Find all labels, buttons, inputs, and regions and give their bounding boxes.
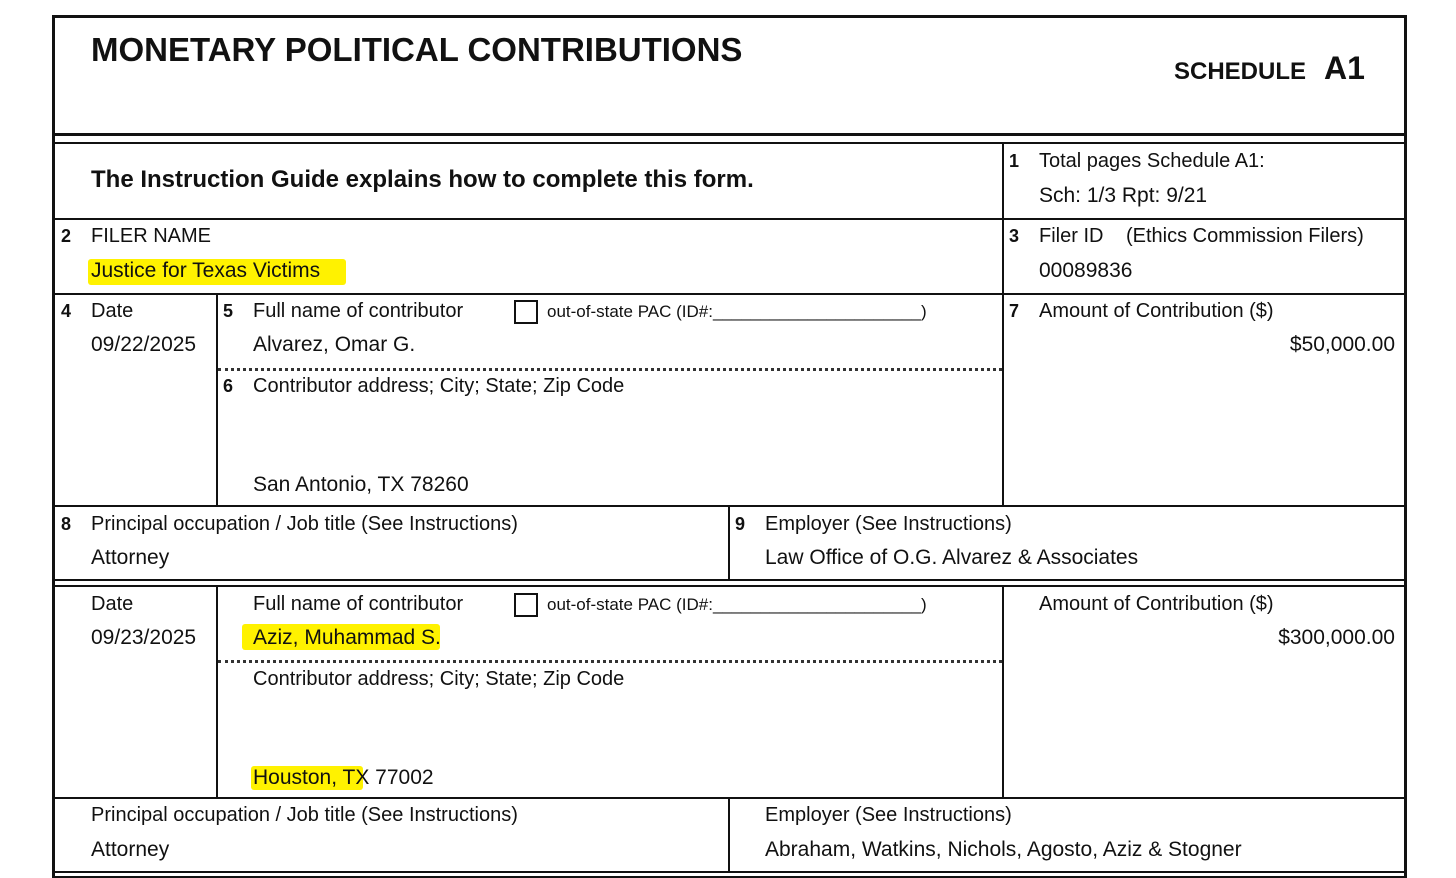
filer-id-label: Filer ID bbox=[1039, 225, 1104, 247]
filer-id-sublabel: (Ethics Commission Filers) bbox=[1126, 225, 1364, 247]
total-pages-label: Total pages Schedule A1: bbox=[1039, 150, 1265, 172]
contributor-name-value: Alvarez, Omar G. bbox=[253, 333, 416, 356]
address-label: Contributor address; City; State; Zip Code bbox=[253, 375, 625, 397]
occupation-label: Principal occupation / Job title (See Instructions) bbox=[91, 513, 518, 535]
field-number: 4 bbox=[61, 301, 72, 321]
field-number: 8 bbox=[61, 514, 72, 534]
field-number: 6 bbox=[223, 376, 234, 396]
field-number: 7 bbox=[1009, 301, 1020, 321]
amount-value: $50,000.00 bbox=[1289, 333, 1395, 356]
instruction-note: The Instruction Guide explains how to complete this form. bbox=[91, 166, 754, 193]
amount-value: $300,000.00 bbox=[1278, 626, 1395, 649]
employer-label: Employer (See Instructions) bbox=[765, 513, 1012, 535]
field-number: 3 bbox=[1009, 226, 1020, 246]
contributor-name-value: Aziz, Muhammad S. bbox=[253, 626, 441, 649]
field-number: 5 bbox=[223, 301, 234, 321]
field-number: 2 bbox=[61, 226, 72, 246]
form-title: MONETARY POLITICAL CONTRIBUTIONS bbox=[91, 31, 743, 68]
occupation-value: Attorney bbox=[91, 838, 170, 861]
date-label: Date bbox=[91, 300, 134, 322]
filer-name-value: Justice for Texas Victims bbox=[91, 259, 321, 282]
schedule-code: A1 bbox=[1324, 50, 1365, 86]
pac-id-label: out-of-state PAC (ID#:______________________) bbox=[547, 302, 927, 321]
address-value: Houston, TX 77002 bbox=[253, 766, 434, 789]
filer-id-value: 00089836 bbox=[1039, 259, 1133, 282]
occupation-value: Attorney bbox=[91, 546, 170, 569]
date-value: 09/23/2025 bbox=[91, 626, 197, 649]
out-of-state-pac-checkbox[interactable] bbox=[514, 300, 538, 324]
occupation-label: Principal occupation / Job title (See Instructions) bbox=[91, 804, 518, 826]
schedule-label: SCHEDULE bbox=[1174, 58, 1307, 85]
employer-value: Law Office of O.G. Alvarez & Associates bbox=[765, 546, 1139, 569]
date-value: 09/22/2025 bbox=[91, 333, 197, 356]
amount-label: Amount of Contribution ($) bbox=[1039, 300, 1274, 322]
field-number: 9 bbox=[735, 514, 746, 534]
address-label: Contributor address; City; State; Zip Code bbox=[253, 668, 625, 690]
address-value: San Antonio, TX 78260 bbox=[253, 473, 469, 496]
amount-label: Amount of Contribution ($) bbox=[1039, 593, 1274, 615]
pac-id-label: out-of-state PAC (ID#:______________________) bbox=[547, 595, 927, 614]
date-label: Date bbox=[91, 593, 134, 615]
contributor-name-label: Full name of contributor bbox=[253, 593, 464, 615]
out-of-state-pac-checkbox[interactable] bbox=[514, 593, 538, 617]
field-number: 1 bbox=[1009, 151, 1020, 171]
contributor-name-label: Full name of contributor bbox=[253, 300, 464, 322]
total-pages-value: Sch: 1/3 Rpt: 9/21 bbox=[1039, 184, 1208, 207]
employer-label: Employer (See Instructions) bbox=[765, 804, 1012, 826]
employer-value: Abraham, Watkins, Nichols, Agosto, Aziz & Stogner bbox=[765, 838, 1242, 861]
filer-name-label: FILER NAME bbox=[91, 225, 212, 247]
